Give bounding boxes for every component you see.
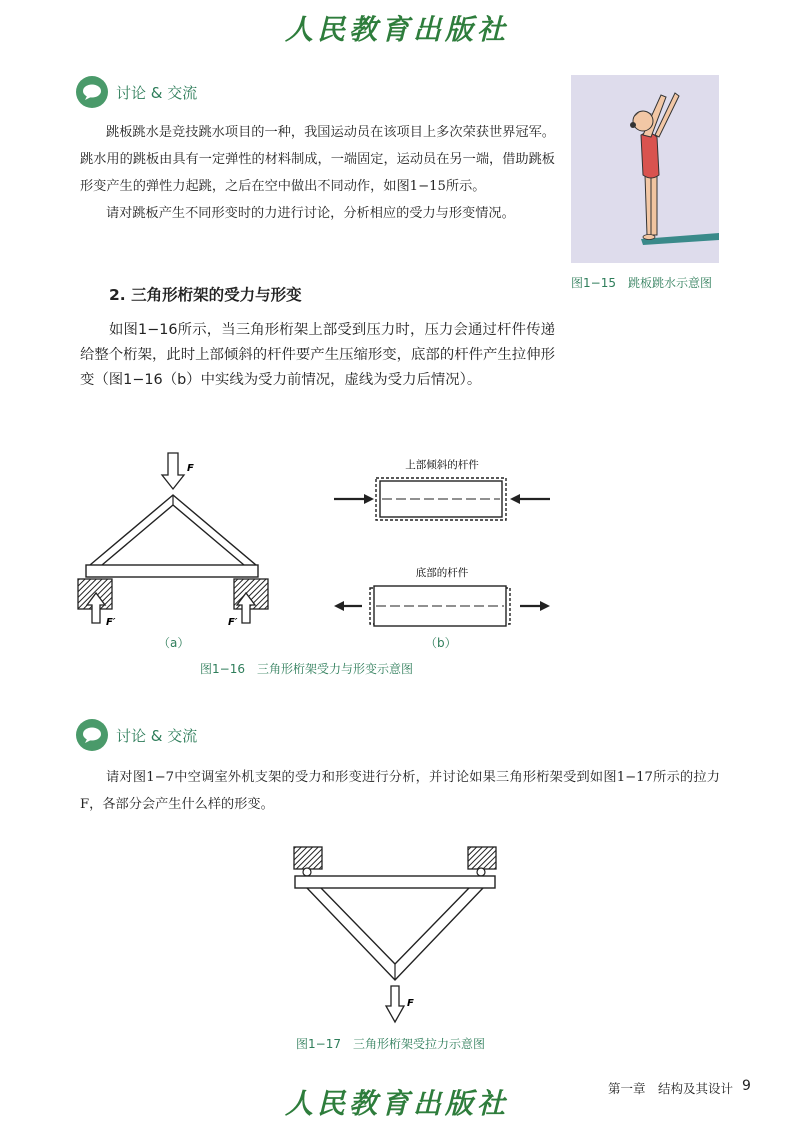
discussion-paragraph: 跳板跳水是竞技跳水项目的一种，我国运动员在该项目上多次荣获世界冠军。跳水用的跳板由具有一定弹性的材料制成，一端固定，运动员在另一端，借助跳板形变产生的弹性力起跳，之后在空中做出不同动作，如图1−15所示。 bbox=[80, 125, 555, 194]
discussion-header-2 bbox=[76, 719, 197, 751]
figure-15-caption: 图1−15 跳板跳水示意图 bbox=[571, 276, 712, 290]
discussion-body-1 bbox=[80, 119, 555, 227]
upper-member-label: 上部倾斜的杆件 bbox=[405, 459, 479, 471]
footer-page-number: 9 bbox=[742, 1078, 751, 1094]
footer-publisher-logo: 人民教育出版社 bbox=[285, 1087, 510, 1120]
figure-17-caption: 图1−17 三角形桁架受拉力示意图 bbox=[296, 1037, 485, 1051]
figure-16a-truss bbox=[60, 445, 290, 635]
figure-16a-label: （a） bbox=[158, 636, 190, 650]
discussion-title: 讨论 & 交流 bbox=[116, 83, 198, 102]
force-label: F bbox=[407, 998, 414, 1009]
discussion-title: 讨论 & 交流 bbox=[116, 726, 198, 745]
force-label-left: F′ bbox=[106, 617, 116, 628]
discussion-header-1 bbox=[76, 76, 197, 108]
diver-illustration bbox=[571, 75, 719, 263]
force-arrow-down bbox=[162, 453, 184, 489]
section-paragraph: 如图1−16所示，当三角形桁架上部受到压力时，压力会通过杆件传递给整个桁架，此时上部倾斜的杆件要产生压缩形变，底部的杆件产生拉伸形变（图1−16（b）中实线为受力前情况，虚线为受力后情况）。 bbox=[80, 322, 555, 388]
discussion-body-2: 请对图1−7中空调室外机支架的受力和形变进行分析，并讨论如果三角形桁架受到如图1−17所示的拉力F，各部分会产生什么样的形变。 bbox=[80, 770, 720, 812]
discussion-paragraph: 请对跳板产生不同形变时的力进行讨论，分析相应的受力与形变情况。 bbox=[106, 206, 515, 221]
footer-chapter: 第一章 结构及其设计 bbox=[608, 1081, 734, 1096]
figure-16b-label: （b） bbox=[425, 636, 457, 650]
force-label-right: F′ bbox=[228, 617, 238, 628]
lower-member-label: 底部的杆件 bbox=[415, 567, 469, 579]
section-title: 2. 三角形桁架的受力与形变 bbox=[109, 286, 302, 304]
force-arrow-down bbox=[386, 986, 404, 1022]
speech-bubble-icon bbox=[76, 76, 108, 108]
header-publisher-logo: 人民教育出版社 bbox=[285, 13, 510, 46]
figure-16-caption: 图1−16 三角形桁架受力与形变示意图 bbox=[200, 662, 413, 676]
figure-16b-members bbox=[330, 450, 555, 630]
figure-17-truss bbox=[285, 840, 505, 1030]
force-label-top: F bbox=[187, 463, 194, 474]
speech-bubble-icon bbox=[76, 719, 108, 751]
diver-drawing bbox=[571, 75, 719, 263]
